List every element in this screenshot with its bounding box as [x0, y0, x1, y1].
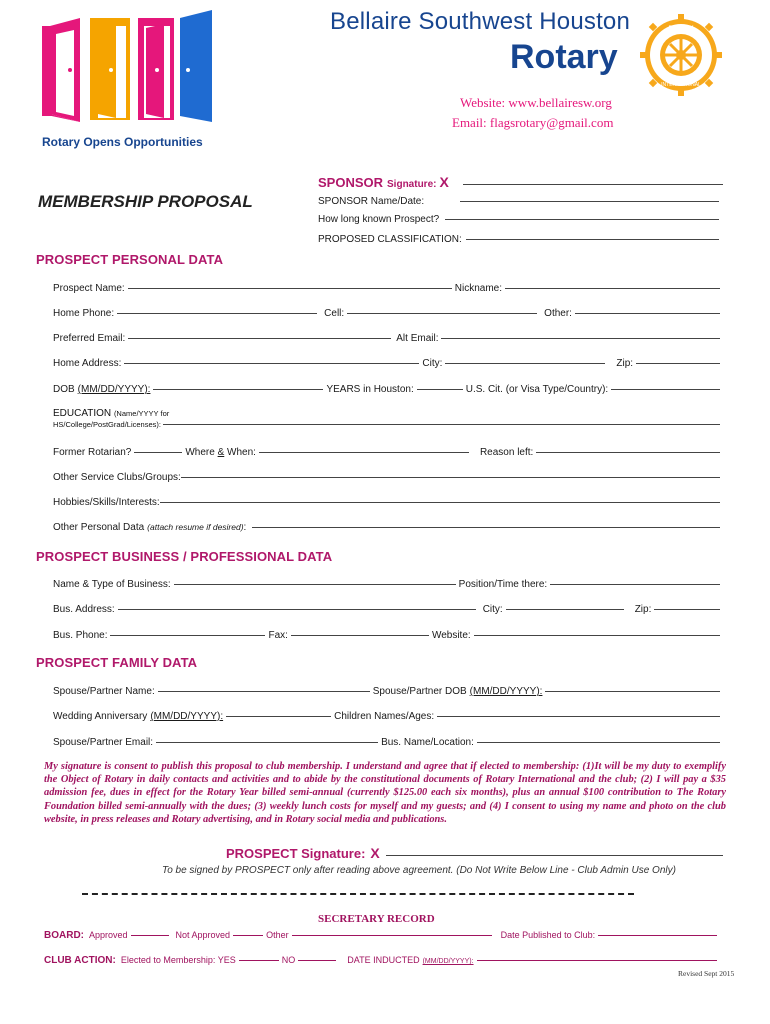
business-name-label: Name & Type of Business: [53, 579, 171, 590]
secretary-record-heading: SECRETARY RECORD [318, 913, 435, 925]
bus-name-location-label: Bus. Name/Location: [381, 737, 474, 748]
former-rotarian-line[interactable] [134, 451, 182, 453]
business-website-label: Website: [431, 630, 471, 641]
phones-row [53, 308, 723, 319]
approved-line[interactable] [131, 934, 169, 936]
business-zip-label: Zip: [634, 604, 652, 615]
page-title: MEMBERSHIP PROPOSAL [38, 192, 253, 211]
business-phone-label: Bus. Phone: [53, 630, 108, 641]
business-name-row [53, 579, 723, 590]
anniversary-row [53, 711, 723, 722]
emblem-text-top: ROTARY [668, 26, 694, 32]
prospect-signature-line[interactable] [386, 854, 723, 856]
other-phone-label: Other: [544, 308, 572, 319]
how-long-known-line[interactable] [445, 218, 719, 220]
nickname-label: Nickname: [454, 283, 502, 294]
family-data-heading: PROSPECT FAMILY DATA [36, 655, 198, 670]
nickname-line[interactable] [505, 287, 720, 289]
dob-label: DOB [53, 384, 75, 395]
spouse-email-label: Spouse/Partner Email: [53, 737, 154, 748]
revised-date: Revised Sept 2015 [678, 969, 735, 978]
approved-label: Approved [89, 930, 128, 940]
spouse-email-line[interactable] [156, 741, 378, 743]
alt-email-label: Alt Email: [396, 333, 439, 344]
education-note-1: (Name/YYYY for [113, 409, 170, 418]
sponsor-signature-label: Signature: [387, 179, 437, 190]
dob-row [53, 384, 723, 395]
elected-no-label: NO [281, 955, 296, 965]
spouse-name-label: Spouse/Partner Name: [53, 686, 155, 697]
home-phone-label: Home Phone: [53, 308, 115, 319]
business-city-line[interactable] [506, 608, 624, 610]
not-approved-line[interactable] [233, 934, 263, 936]
hobbies-line[interactable] [160, 501, 720, 503]
children-label: Children Names/Ages: [334, 711, 435, 722]
cell-line[interactable] [347, 312, 537, 314]
email-link[interactable]: Email: flagsrotary@gmail.com [452, 115, 614, 130]
business-zip-line[interactable] [654, 608, 720, 610]
spouse-dob-format: (MM/DD/YYYY): [469, 686, 543, 697]
board-label: BOARD: [44, 930, 84, 941]
date-published-label: Date Published to Club: [500, 930, 596, 940]
home-phone-line[interactable] [117, 312, 317, 314]
fax-label: Fax: [268, 630, 288, 641]
board-other-label: Other [266, 930, 289, 940]
rotary-opens-opportunities-logo [36, 4, 216, 154]
reason-left-label: Reason left: [479, 447, 534, 458]
admin-divider [82, 893, 634, 895]
sponsor-signature-row [318, 174, 726, 190]
rotary-emblem [640, 14, 722, 96]
home-address-line[interactable] [124, 362, 419, 364]
hobbies-label: Hobbies/Skills/Interests: [53, 497, 160, 508]
anniversary-line[interactable] [226, 715, 331, 717]
where-when-line[interactable] [259, 451, 469, 453]
personal-data-heading: PROSPECT PERSONAL DATA [36, 252, 224, 267]
other-personal-line[interactable] [252, 526, 720, 528]
fax-line[interactable] [291, 634, 429, 636]
sponsor-x-mark: X [439, 174, 449, 190]
cell-label: Cell: [324, 308, 345, 319]
position-label: Position/Time there: [458, 579, 548, 590]
other-clubs-row [53, 472, 723, 483]
business-phone-row [53, 630, 723, 641]
children-line[interactable] [437, 715, 720, 717]
rotary-wheel-icon [640, 14, 722, 96]
how-long-known-label: How long known Prospect? [318, 214, 440, 225]
other-personal-row [53, 522, 723, 533]
attach-resume-note: (attach resume if desired) [147, 522, 244, 532]
elected-no-line[interactable] [298, 959, 336, 961]
education-label: EDUCATION [53, 408, 112, 419]
spouse-name-line[interactable] [158, 690, 370, 692]
consent-paragraph: My signature is consent to publish this proposal to club membership. I understand and agree that if elected to membership: (1)It will be my duty to exemplify the Object of Rotary in daily contacts and activities and to abide by the constitutional documents of Rotary International and the club; (2) I will pay a $35 admission fee, dues in effect for the Rotary Year billed semi-annual (currently $125.00 each six months), plus an annual $100 contribution to The Rotary Foundation billed semi-annually with the dues; (3) weekly lunch costs for myself and my guests; and (4) I consent to using my name and photo on the club website, in press releases and Rotary advertising, and in Rotary social media and publications. [44, 761, 726, 825]
home-address-row [53, 358, 723, 369]
position-line[interactable] [550, 583, 720, 585]
sponsor-signature-line[interactable] [463, 183, 723, 185]
club-action-label: CLUB ACTION: [44, 955, 116, 966]
prospect-signature-row [226, 845, 726, 861]
former-rotarian-label: Former Rotarian? [53, 447, 132, 458]
sponsor-name-date-line[interactable] [460, 200, 719, 202]
home-zip-line[interactable] [636, 362, 720, 364]
business-website-line[interactable] [474, 634, 720, 636]
where-when-label: Where & When: [185, 447, 256, 458]
spouse-email-row [53, 737, 723, 748]
other-clubs-line[interactable] [181, 476, 720, 478]
years-houston-label: YEARS in Houston: [326, 384, 414, 395]
other-phone-line[interactable] [575, 312, 720, 314]
elected-yes-line[interactable] [239, 959, 279, 961]
education-row [53, 408, 723, 429]
anniversary-format: (MM/DD/YYYY): [150, 711, 224, 722]
alt-email-line[interactable] [441, 337, 720, 339]
years-houston-line[interactable] [417, 388, 463, 390]
other-clubs-label: Other Service Clubs/Groups: [53, 472, 181, 483]
other-personal-label: Other Personal Data [53, 522, 145, 533]
former-rotarian-row [53, 447, 723, 458]
doors-graphic [36, 4, 216, 129]
not-approved-label: Not Approved [175, 930, 231, 940]
business-city-label: City: [482, 604, 503, 615]
how-long-known-row [318, 214, 722, 225]
spouse-name-row [53, 686, 723, 697]
prospect-name-line[interactable] [128, 287, 452, 289]
us-citizen-line[interactable] [611, 388, 720, 390]
classification-label: PROPOSED CLASSIFICATION: [318, 234, 462, 245]
rotary-wordmark: Rotary [510, 38, 618, 76]
other-personal-colon: : [243, 522, 247, 533]
board-other-line[interactable] [292, 934, 492, 936]
bus-name-location-line[interactable] [477, 741, 720, 743]
classification-line[interactable] [466, 238, 719, 240]
prospect-signature-label: PROSPECT Signature: [226, 846, 366, 861]
sponsor-name-date-row [318, 196, 722, 207]
reason-left-line[interactable] [536, 451, 720, 453]
signing-note: To be signed by PROSPECT only after reading above agreement. (Do Not Write Below Line - Club Admin Use Only) [162, 865, 676, 876]
home-zip-label: Zip: [616, 358, 634, 369]
prospect-x-mark: X [370, 845, 380, 861]
logo-tagline: Rotary Opens Opportunities [42, 135, 203, 149]
home-address-label: Home Address: [53, 358, 122, 369]
hobbies-row [53, 497, 723, 508]
spouse-dob-line[interactable] [545, 690, 720, 692]
board-row [44, 930, 720, 941]
business-name-line[interactable] [174, 583, 456, 585]
anniversary-label: Wedding Anniversary [53, 711, 148, 722]
club-action-row [44, 955, 720, 966]
date-published-line[interactable] [598, 934, 717, 936]
home-city-line[interactable] [445, 362, 605, 364]
education-line[interactable] [163, 423, 720, 425]
preferred-email-line[interactable] [128, 337, 391, 339]
preferred-email-label: Preferred Email: [53, 333, 126, 344]
club-name: Bellaire Southwest Houston [330, 8, 631, 35]
emblem-text-bottom: INTERNATIONAL [661, 82, 701, 88]
prospect-name-label: Prospect Name: [53, 283, 125, 294]
business-phone-line[interactable] [110, 634, 265, 636]
date-inducted-label: DATE INDUCTED [347, 955, 420, 965]
classification-row [318, 234, 722, 245]
sponsor-word: SPONSOR [318, 175, 384, 190]
date-inducted-line[interactable] [477, 959, 717, 961]
dob-format-label: (MM/DD/YYYY): [77, 384, 151, 395]
business-data-heading: PROSPECT BUSINESS / PROFESSIONAL DATA [36, 549, 333, 564]
sponsor-name-date-label: SPONSOR Name/Date: [318, 196, 425, 207]
prospect-name-row [53, 283, 723, 294]
business-address-line[interactable] [118, 608, 476, 610]
business-address-label: Bus. Address: [53, 604, 115, 615]
home-city-label: City: [422, 358, 443, 369]
dob-line[interactable] [153, 388, 323, 390]
education-note-2: HS/College/PostGrad/Licenses): [53, 420, 161, 429]
elected-yes-label: Elected to Membership: YES [120, 955, 236, 965]
date-inducted-format: (MM/DD/YYYY): [422, 958, 474, 965]
us-citizen-label: U.S. Cit. (or Visa Type/Country): [465, 384, 609, 395]
emails-row [53, 333, 723, 344]
business-address-row [53, 604, 723, 615]
spouse-dob-label: Spouse/Partner DOB [372, 686, 467, 697]
website-link[interactable]: Website: www.bellairesw.org [460, 95, 612, 110]
